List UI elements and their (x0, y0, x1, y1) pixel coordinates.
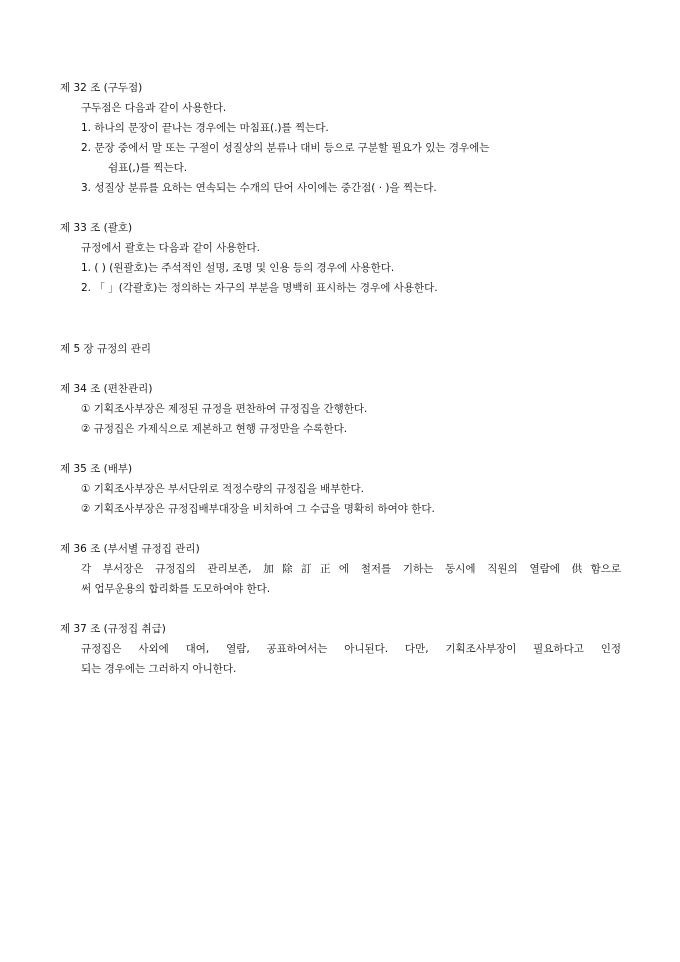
article-32-item-1: 1. 하나의 문장이 끝나는 경우에는 마침표(.)를 찍는다. (81, 122, 329, 134)
article-34-item-2: ② 규정집은 가제식으로 제본하고 현행 규정만을 수록한다. (81, 423, 348, 435)
article-32-heading: 제 32 조 (구두점) (60, 82, 143, 94)
article-33-item-1: 1. ( ) (원괄호)는 주석적인 설명, 조명 및 인용 등의 경우에 사용한다. (81, 262, 395, 274)
article-34-heading: 제 34 조 (편찬관리) (60, 383, 153, 395)
article-34-item-1: ① 기획조사부장은 제정된 규정을 편찬하여 규정집을 간행한다. (81, 403, 368, 415)
article-36-body-line-1: 각 부서장은 규정집의 관리보존, 加除訂正에 철저를 기하는 동시에 직원의 열람에 供함으로 (81, 563, 621, 575)
article-32-intro: 구두점은 다음과 같이 사용한다. (81, 102, 227, 114)
article-32-item-2-continued: 쉼표(,)를 찍는다. (108, 162, 188, 174)
chapter-5-heading: 제 5 장 규정의 관리 (60, 343, 152, 355)
article-37-heading: 제 37 조 (규정집 취급) (60, 623, 166, 635)
article-37-body-line-2: 되는 경우에는 그러하지 아니한다. (81, 663, 237, 675)
article-35-heading: 제 35 조 (배부) (60, 463, 133, 475)
article-36-body-line-2: 써 업무운용의 합리화를 도모하여야 한다. (81, 583, 271, 595)
article-37-body-line-1: 규정집은 사외에 대여, 열람, 공표하여서는 아니된다. 다만, 기획조사부장이 필요하다고 인정 (81, 643, 621, 655)
article-33-heading: 제 33 조 (괄호) (60, 222, 133, 234)
article-35-item-2: ② 기획조사부장은 규정집배부대장을 비치하여 그 수급을 명확히 하여야 한다. (81, 503, 435, 515)
article-32-item-3: 3. 성질상 분류를 요하는 연속되는 수개의 단어 사이에는 중간점( · )을 찍는다. (81, 182, 437, 194)
article-33-item-2: 2. 「 」(각괄호)는 정의하는 자구의 부분을 명백히 표시하는 경우에 사용한다. (81, 282, 438, 294)
article-36-heading: 제 36 조 (부서별 규정집 관리) (60, 543, 200, 555)
article-32-item-2: 2. 문장 중에서 말 또는 구절이 성질상의 분류나 대비 등으로 구분할 필요가 있는 경우에는 (81, 142, 490, 154)
article-33-intro: 규정에서 괄호는 다음과 같이 사용한다. (81, 242, 260, 254)
article-35-item-1: ① 기획조사부장은 부서단위로 적정수량의 규정집을 배부한다. (81, 483, 365, 495)
